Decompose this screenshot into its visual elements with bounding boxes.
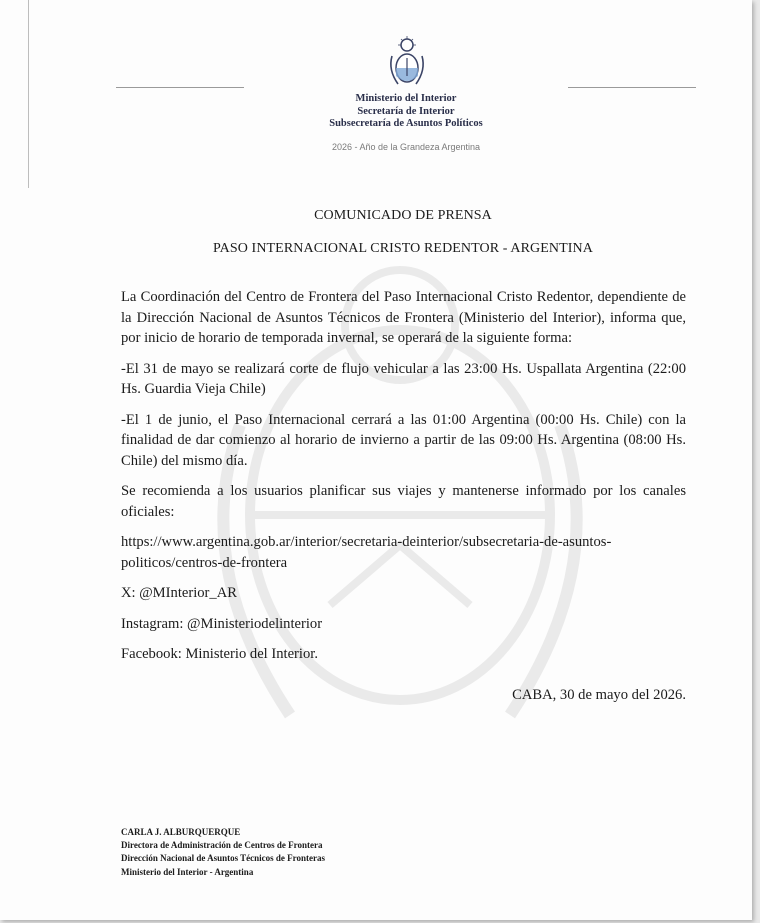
secretariat-name: Secretaría de Interior bbox=[357, 105, 455, 117]
signature-block bbox=[121, 826, 441, 879]
paragraph-intro: La Coordinación del Centro de Frontera del Paso Internacional Cristo Redentor, dependiente de la Dirección Nacional de Asuntos Técnicos de Frontera (Ministerio del Interior), informa que, por inicio de horario de temporada invernal, se operará de la siguiente forma: bbox=[121, 289, 686, 346]
signer-ministry: Ministerio del Interior - Argentina bbox=[121, 866, 254, 877]
place-date: CABA, 30 de mayo del 2026. bbox=[512, 687, 686, 703]
argentina-coat-of-arms-icon bbox=[386, 36, 428, 88]
header-rule-right bbox=[568, 87, 696, 88]
signer-name: CARLA J. ALBURQUERQUE bbox=[121, 827, 241, 837]
x-account: X: @MInterior_AR bbox=[121, 585, 237, 601]
paragraph-recommendation: Se recomienda a los usuarios planificar sus viajes y mantenerse informado por los canales oficiales: bbox=[121, 483, 686, 520]
year-motto: 2026 - Año de la Grandeza Argentina bbox=[331, 142, 481, 152]
ministry-name: Ministerio del Interior bbox=[355, 93, 457, 104]
header-rule-left bbox=[116, 87, 244, 88]
official-link[interactable]: https://www.argentina.gob.ar/interior/secretaria-deinterior/subsecretaria-de-asuntos-politicos/centros-de-frontera bbox=[121, 534, 612, 571]
document-subtitle: PASO INTERNACIONAL CRISTO REDENTOR - ARGENTINA bbox=[213, 241, 593, 256]
paragraph-may-31: -El 31 de mayo se realizará corte de flujo vehicular a las 23:00 Hs. Uspallata Argentina (22:00 Hs. Guardia Vieja Chile) bbox=[121, 360, 686, 397]
document-body bbox=[121, 287, 686, 675]
paragraph-june-1: -El 1 de junio, el Paso Internacional cerrará a las 01:00 Argentina (00:00 Hs. Chile) con la finalidad de dar comienzo al horario de invierno a partir de las 09:00 Hs. Argentina (08:00 Hs. Chile) del mismo día. bbox=[121, 411, 686, 469]
subsecretariat-name: Subsecretaría de Asuntos Políticos bbox=[329, 118, 483, 129]
document-title: COMUNICADO DE PRENSA bbox=[314, 208, 492, 223]
signer-office: Dirección Nacional de Asuntos Técnicos de Fronteras bbox=[121, 853, 325, 864]
signer-role: Directora de Administración de Centros de Frontera bbox=[121, 840, 323, 851]
page-fold-line bbox=[28, 0, 29, 188]
instagram-account: Instagram: @Ministeriodelinterior bbox=[121, 615, 323, 632]
facebook-account: Facebook: Ministerio del Interior. bbox=[121, 646, 318, 662]
letterhead bbox=[280, 93, 532, 131]
